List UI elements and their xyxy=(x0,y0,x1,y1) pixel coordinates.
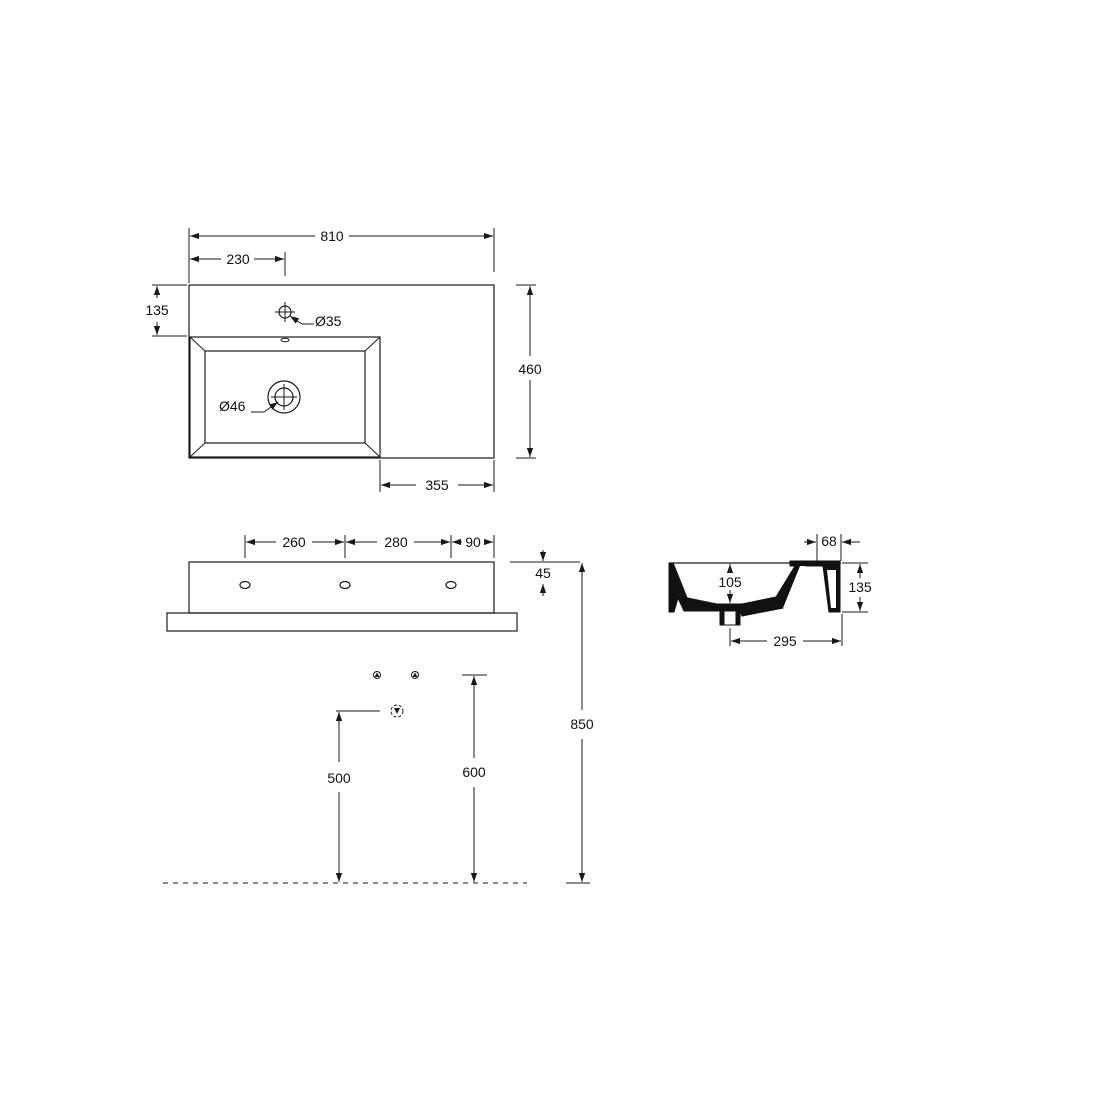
basin-width-label: 295 xyxy=(773,633,797,649)
basin-corner-line xyxy=(365,337,380,351)
top-height-label: 850 xyxy=(570,716,594,732)
tap-hole xyxy=(275,302,295,322)
plan-view xyxy=(145,228,542,493)
tap-offset-label: 230 xyxy=(226,251,250,267)
waste-height-label: 500 xyxy=(327,770,351,786)
tap-hole-diameter-label: Ø35 xyxy=(315,313,342,329)
rim-width-label: 68 xyxy=(821,533,837,549)
basin-corner-line xyxy=(190,337,205,351)
dimension-600 xyxy=(462,675,487,882)
section-view xyxy=(669,533,872,649)
section-rim-top xyxy=(790,561,840,566)
waste-outlet xyxy=(268,381,300,413)
supply-valve-icon xyxy=(374,672,381,679)
dimension-135-section xyxy=(842,563,872,612)
basin-depth-label: 105 xyxy=(718,574,742,590)
dimension-460 xyxy=(516,285,542,458)
tap-hole-depth-label: 135 xyxy=(145,302,169,318)
dimension-355 xyxy=(380,460,494,493)
dimension-45 xyxy=(510,550,580,596)
dimension-295 xyxy=(730,614,842,649)
section-height-label: 135 xyxy=(848,579,872,595)
mounting-hole xyxy=(240,582,250,589)
dimension-135 xyxy=(145,285,187,336)
supply-valve-icon xyxy=(412,672,419,679)
overall-depth-label: 460 xyxy=(518,361,542,377)
overall-width-label: 810 xyxy=(320,228,344,244)
dimension-105 xyxy=(718,564,742,603)
basin-corner-line xyxy=(190,443,205,457)
hole-spacing-label: 260 xyxy=(282,534,306,550)
dimension-230 xyxy=(190,251,285,276)
shelf-width-label: 355 xyxy=(425,477,449,493)
mounting-hole xyxy=(340,582,350,589)
overflow-slot xyxy=(281,338,289,342)
dimension-850 xyxy=(566,563,594,883)
countertop-outline xyxy=(189,285,494,458)
top-thickness-label: 45 xyxy=(535,565,551,581)
dimension-68 xyxy=(804,533,860,561)
dimension-hole-spacing xyxy=(245,534,494,558)
front-view xyxy=(163,534,594,883)
drain-pipe xyxy=(724,611,736,625)
mounting-hole xyxy=(446,582,456,589)
dimension-500 xyxy=(327,711,380,882)
waste-connection-icon xyxy=(391,705,403,717)
basin-corner-line xyxy=(365,443,380,457)
hole-spacing-label: 90 xyxy=(465,534,481,550)
hole-spacing-label: 280 xyxy=(384,534,408,550)
leader-arrow xyxy=(290,316,302,324)
vanity-top-slab xyxy=(167,613,517,631)
waste-diameter-label: Ø46 xyxy=(219,398,246,414)
supply-height-label: 600 xyxy=(462,764,486,780)
